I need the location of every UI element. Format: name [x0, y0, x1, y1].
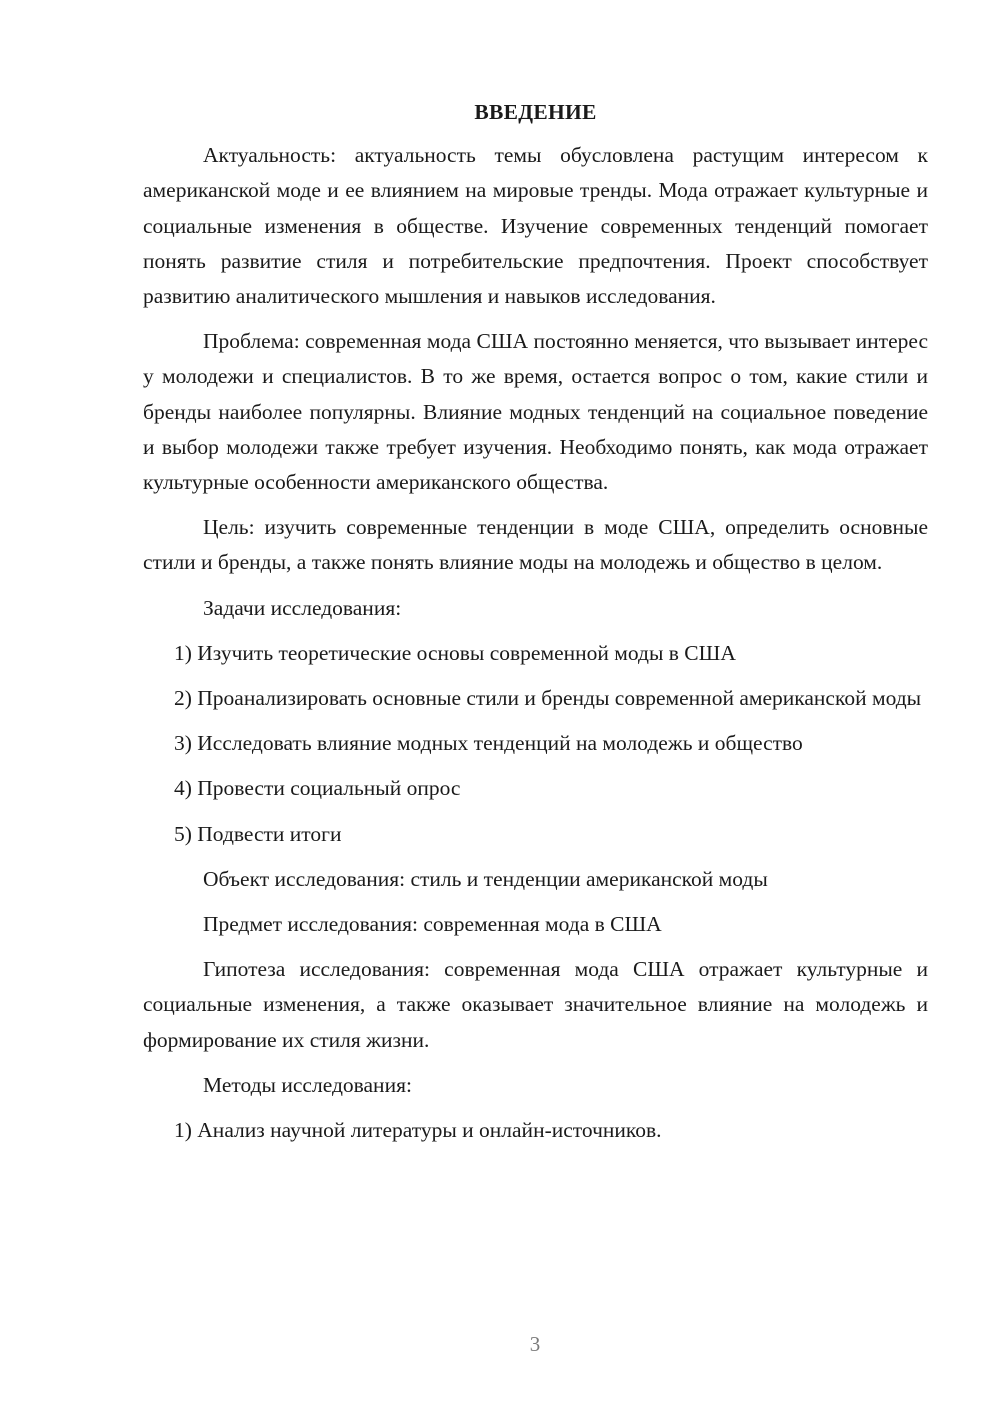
document-page: [143, 95, 928, 1158]
paragraph-goal: Цель: изучить современные тенденции в моде США, определить основные стили и бренды, а также понять влияние моды на молодежь и общество в целом.: [143, 515, 928, 575]
paragraph-problem: Проблема: современная мода США постоянно меняется, что вызывает интерес у молодежи и специалистов. В то же время, остается вопрос о том, какие стили и бренды наиболее популярны. Влияние модных тенденций на социальное поведение и выбор молодежи также требует изучения. Необходимо понять, как мода отражает культурные особенности американского общества.: [143, 329, 928, 495]
paragraph-hypothesis: Гипотеза исследования: современная мода США отражает культурные и социальные изменения, а также оказывает значительное влияние на молодежь и формирование их стиля жизни.: [143, 957, 928, 1052]
task-item-2: 2) Проанализировать основные стили и бренды современной американской моды: [174, 686, 922, 711]
page-number: 3: [529, 1332, 541, 1356]
paragraph-object: Объект исследования: стиль и тенденции американской моды: [203, 866, 768, 891]
document-title: ВВЕДЕНИЕ: [474, 100, 597, 124]
task-item-1: 1) Изучить теоретические основы современной моды в США: [174, 640, 736, 665]
paragraph-relevance: Актуальность: актуальность темы обусловлена растущим интересом к американской моде и ее влиянием на мировые тренды. Мода отражает культурные и социальные изменения в обществе. Изучение современных тенденций помогает понять развитие стиля и потребительские предпочтения. Проект способствует развитию аналитического мышления и навыков исследования.: [143, 143, 928, 309]
method-item-1: 1) Анализ научной литературы и онлайн-источников.: [174, 1118, 662, 1143]
paragraph-methods-heading: Методы исследования:: [203, 1072, 412, 1097]
task-item-4: 4) Провести социальный опрос: [174, 776, 461, 801]
task-item-5: 5) Подвести итоги: [174, 821, 342, 846]
paragraph-tasks-heading: Задачи исследования:: [203, 595, 402, 620]
task-item-3: 3) Исследовать влияние модных тенденций на молодежь и общество: [174, 731, 803, 756]
paragraph-subject: Предмет исследования: современная мода в США: [203, 912, 662, 937]
